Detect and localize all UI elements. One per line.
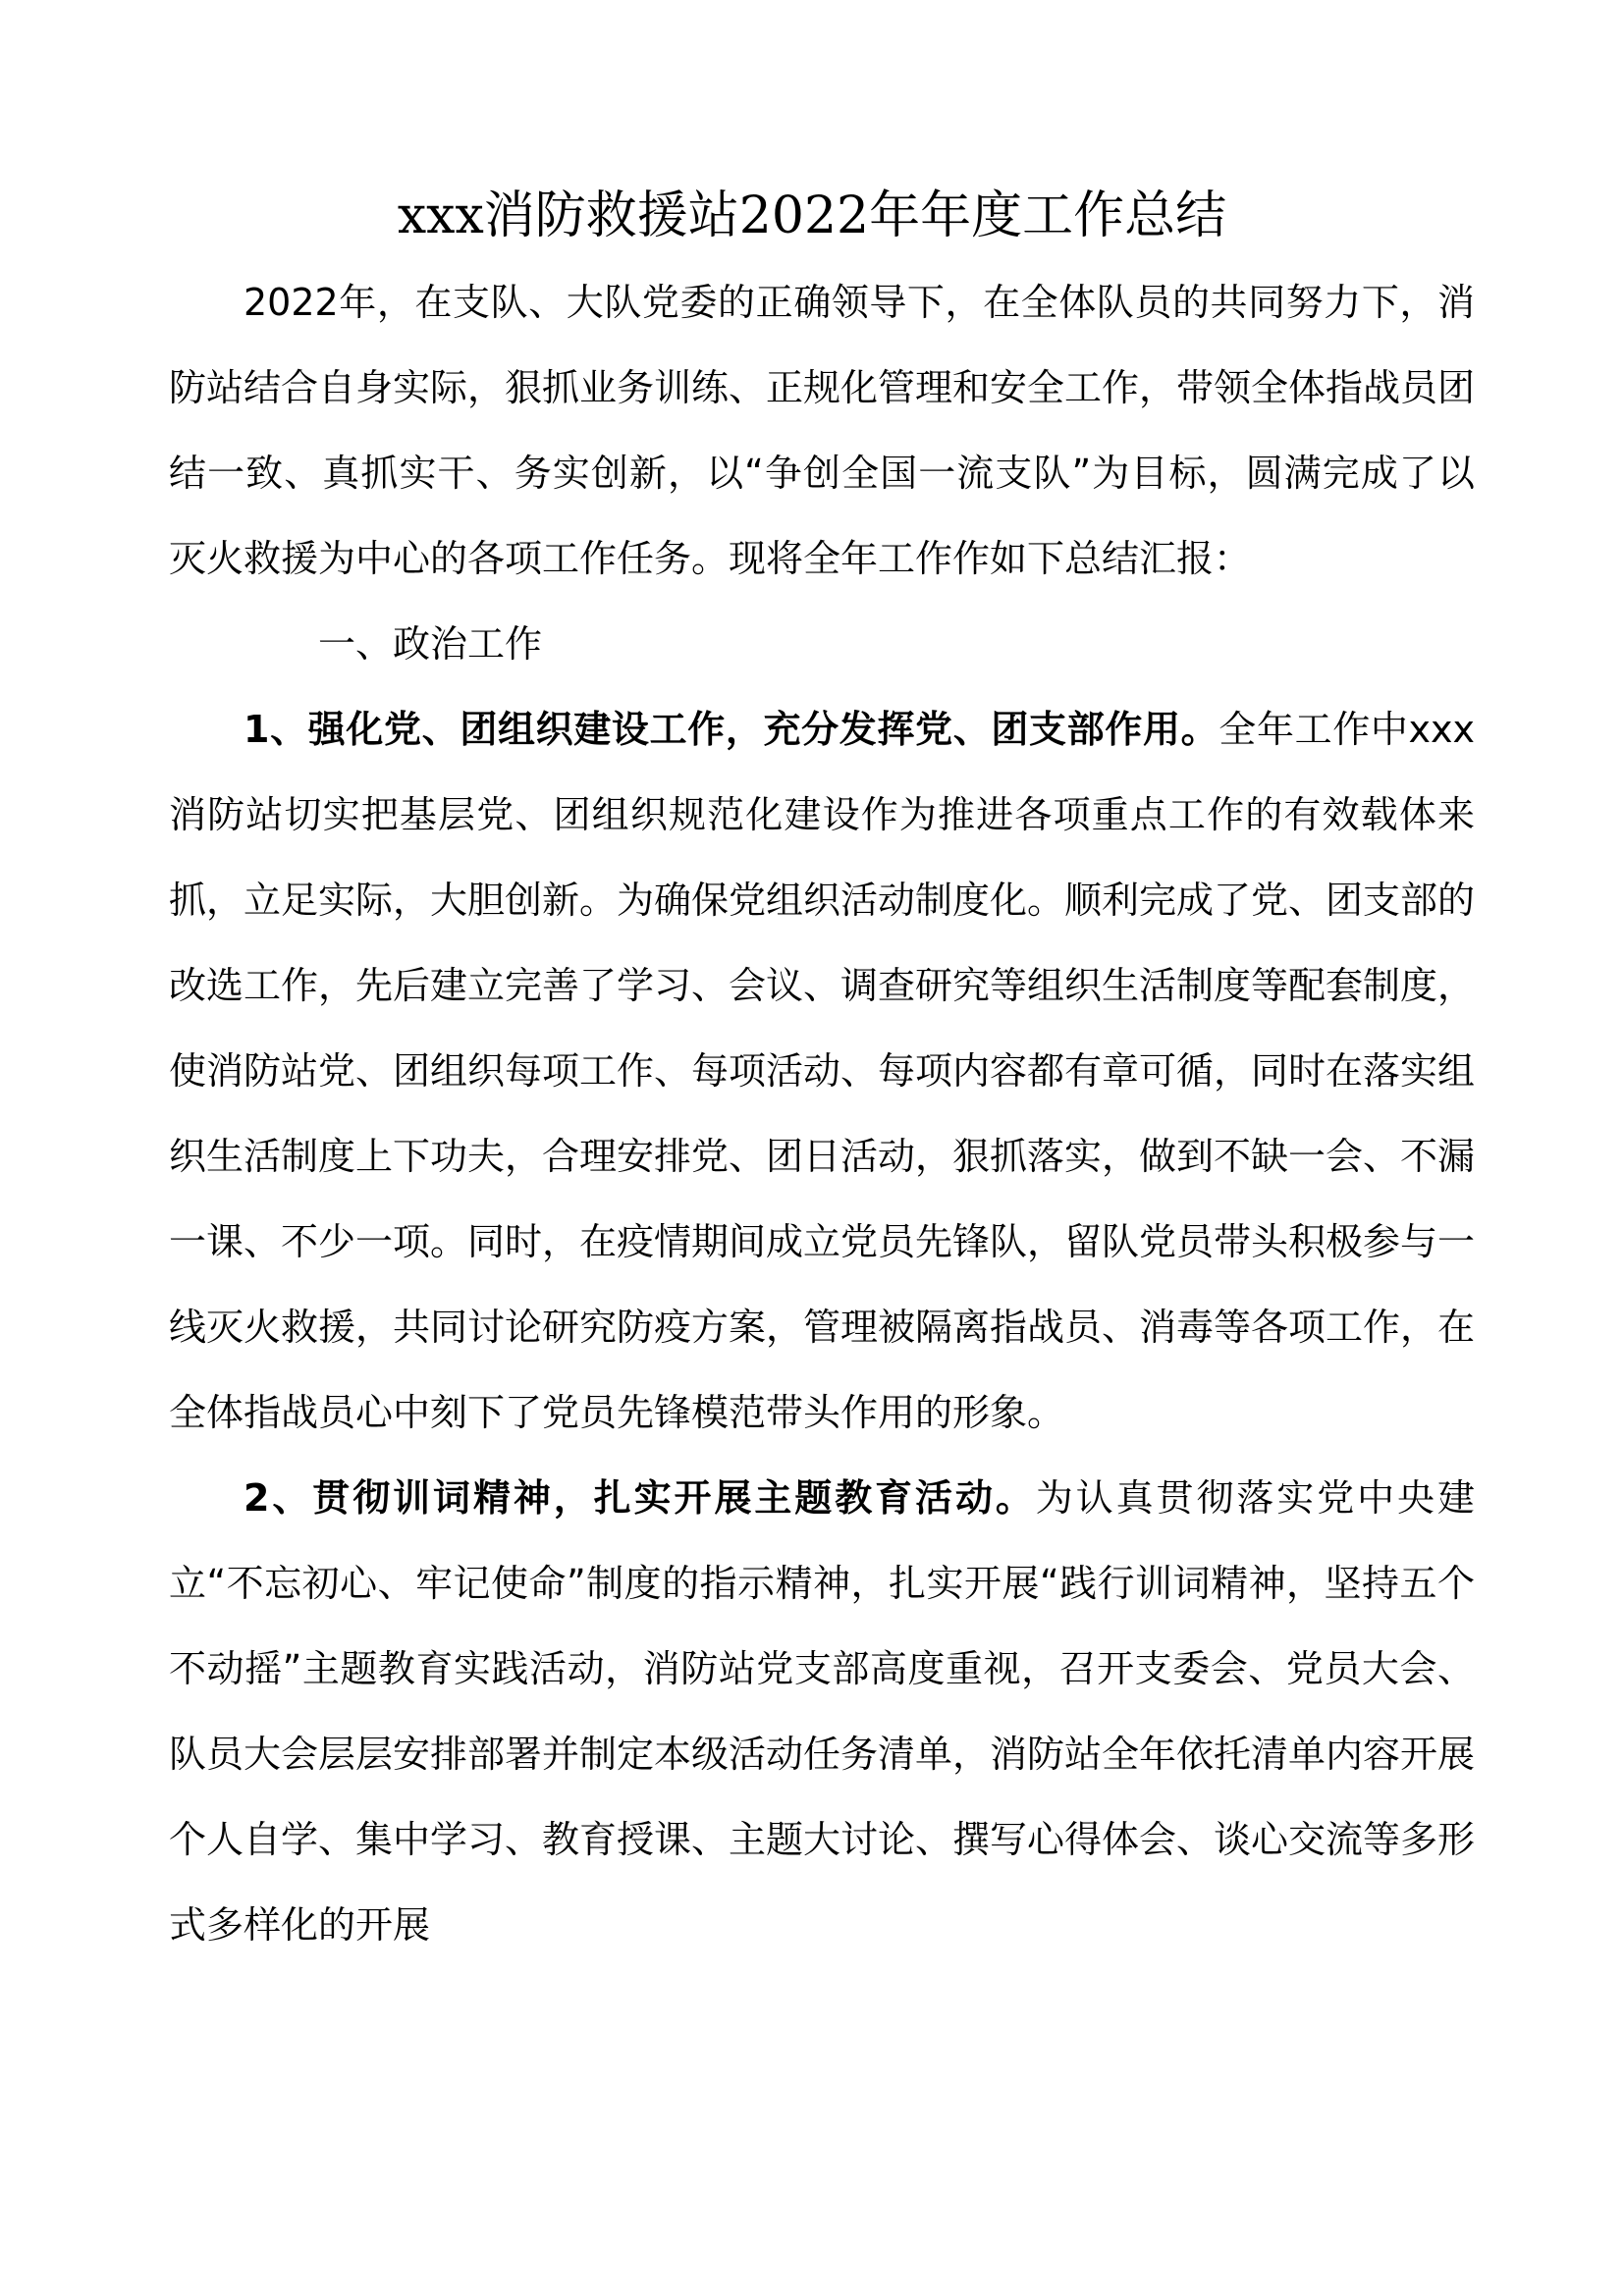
item-2-text: 为认真贯彻落实党中央建立“不忘初心、牢记使命”制度的指示精神，扎实开展“践行训词精神，坚持五个不动摇”主题教育实践活动，消防站党支部高度重视，召开支委会、党员大会、队员大会层层安排部署并制定本级活动任务清单，消防站全年依托清单内容开展个人自学、集中学习、教育授课、主题大讨论、撰写心得体会、谈心交流等多形式多样化的开展 bbox=[169, 1476, 1476, 1947]
section-heading-political-work bbox=[169, 602, 1475, 687]
item-paragraph-2 bbox=[169, 1456, 1475, 1968]
item-paragraph-1 bbox=[169, 687, 1475, 1456]
item-1-text: 全年工作中xxx消防站切实把基层党、团组织规范化建设作为推进各项重点工作的有效载体来抓，立足实际，大胆创新。为确保党组织活动制度化。顺利完成了党、团支部的改选工作，先后建立完善了学习、会议、调查研究等组织生活制度等配套制度，使消防站党、团组织每项工作、每项活动、每项内容都有章可循，同时在落实组织生活制度上下功夫，合理安排党、团日活动，狠抓落实，做到不缺一会、不漏一课、不少一项。同时，在疫情期间成立党员先锋队，留队党员带头积极参与一线灭火救援，共同讨论研究防疫方案，管理被隔离指战员、消毒等各项工作，在全体指战员心中刻下了党员先锋模范带头作用的形象。 bbox=[169, 708, 1476, 1434]
item-2-lead: 2、贯彻训词精神，扎实开展主题教育活动。 bbox=[244, 1476, 1036, 1520]
section-heading-text: 一、政治工作 bbox=[318, 622, 543, 666]
intro-paragraph: 2022年，在支队、大队党委的正确领导下，在全体队员的共同努力下，消防站结合自身实际，狠抓业务训练、正规化管理和安全工作，带领全体指战员团结一致、真抓实干、务实创新，以“争创全国一流支队”为目标，圆满完成了以灭火救援为中心的各项工作任务。现将全年工作作如下总结汇报： bbox=[169, 281, 1476, 580]
item-1-lead: 1、强化党、团组织建设工作，充分发挥党、团支部作用。 bbox=[244, 708, 1219, 751]
document-body bbox=[169, 260, 1475, 1968]
document-title: xxx消防救援站2022年年度工作总结 bbox=[397, 187, 1227, 245]
